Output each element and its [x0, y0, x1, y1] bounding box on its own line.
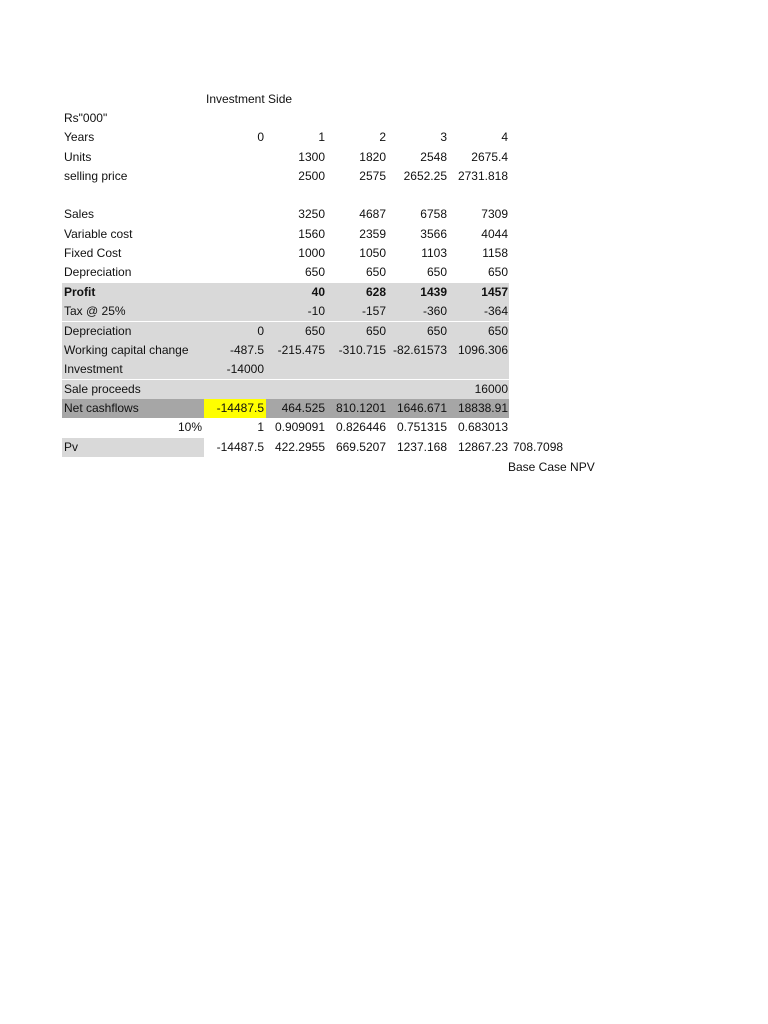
cell[interactable]: 2675.4 — [471, 150, 508, 164]
cell[interactable]: 810.1201 — [335, 401, 386, 415]
cell[interactable]: -14487.5 — [216, 440, 264, 454]
cell[interactable]: 18838.91 — [457, 401, 508, 415]
cell[interactable]: 1158 — [482, 246, 508, 260]
cell[interactable]: 1439 — [420, 285, 447, 299]
cell-year-2[interactable]: 2 — [379, 130, 386, 144]
cell[interactable]: -487.5 — [229, 343, 264, 357]
row-variable-cost — [62, 225, 509, 244]
cell[interactable]: 650 — [365, 324, 386, 338]
row-discount-factor — [62, 418, 509, 437]
cell[interactable]: 2359 — [359, 227, 386, 241]
cell-year-1[interactable]: 1 — [318, 130, 325, 144]
cell[interactable]: 0.909091 — [274, 420, 325, 434]
cell[interactable]: 7309 — [481, 207, 508, 221]
row-units — [62, 148, 509, 167]
cell[interactable]: 1560 — [298, 227, 325, 241]
row-label: Sale proceeds — [64, 382, 141, 396]
cell[interactable]: 2575 — [359, 169, 386, 183]
row-sales — [62, 205, 509, 224]
row-label: Years — [64, 130, 95, 144]
cell[interactable]: -82.61573 — [392, 343, 447, 357]
cell-year-4[interactable]: 4 — [501, 130, 508, 144]
row-label: Tax @ 25% — [64, 304, 126, 318]
cell[interactable]: 4687 — [359, 207, 386, 221]
cell[interactable]: 4044 — [481, 227, 508, 241]
cell[interactable]: 12867.23 — [457, 440, 508, 454]
row-depreciation — [62, 263, 509, 282]
cell[interactable]: -215.475 — [277, 343, 325, 357]
cell[interactable]: 650 — [426, 265, 447, 279]
cell[interactable]: -310.715 — [338, 343, 386, 357]
row-years — [62, 128, 509, 147]
cell[interactable]: 628 — [365, 285, 386, 299]
row-label: Variable cost — [64, 227, 133, 241]
row-label: Depreciation — [64, 265, 132, 279]
cell[interactable]: 1820 — [359, 150, 386, 164]
cell[interactable]: 0.683013 — [457, 420, 508, 434]
cell[interactable]: 2731.818 — [457, 169, 508, 183]
cell[interactable]: 1103 — [421, 246, 447, 260]
cell[interactable]: 2548 — [420, 150, 447, 164]
row-profit — [62, 283, 509, 302]
row-label: Sales — [64, 207, 95, 221]
cell[interactable]: -157 — [361, 304, 386, 318]
cell[interactable]: 1 — [257, 420, 264, 434]
cell[interactable]: 422.2955 — [274, 440, 325, 454]
cell[interactable]: 650 — [365, 265, 386, 279]
cell[interactable]: 464.525 — [281, 401, 325, 415]
cell[interactable]: 1300 — [298, 150, 325, 164]
row-fixed-cost — [62, 244, 509, 263]
row-working-capital — [62, 341, 509, 360]
cell[interactable]: -10 — [307, 304, 325, 318]
row-investment — [62, 360, 509, 379]
row-label: Fixed Cost — [64, 246, 122, 260]
cell[interactable]: 1000 — [298, 246, 325, 260]
cell[interactable]: -14000 — [226, 362, 264, 376]
row-depreciation-addback — [62, 322, 509, 341]
cell[interactable]: -360 — [422, 304, 447, 318]
cell[interactable]: 0.751315 — [396, 420, 447, 434]
cell-year-0[interactable]: 0 — [257, 130, 264, 144]
cell[interactable]: 650 — [304, 324, 325, 338]
row-pv — [62, 438, 509, 457]
row-label: Units — [64, 150, 92, 164]
discount-rate[interactable]: 10% — [177, 420, 202, 434]
row-net-cashflows — [62, 399, 509, 418]
units-note: Rs"000" — [64, 111, 108, 125]
cell[interactable]: 16000 — [474, 382, 508, 396]
row-label: Pv — [62, 438, 204, 457]
cell[interactable]: 1050 — [359, 246, 386, 260]
sheet-title: Investment Side — [206, 92, 293, 106]
row-label: Depreciation — [64, 324, 132, 338]
cell[interactable]: 1237.168 — [396, 440, 447, 454]
cell[interactable]: 650 — [426, 324, 447, 338]
row-sale-proceeds — [62, 380, 509, 399]
cell[interactable]: 1096.306 — [457, 343, 508, 357]
cell[interactable]: 650 — [487, 324, 508, 338]
cell[interactable]: 3566 — [420, 227, 447, 241]
cell[interactable]: 1646.671 — [396, 401, 447, 415]
row-selling-price — [62, 167, 509, 186]
npv-value[interactable]: 708.7098 — [513, 440, 564, 454]
row-label: Working capital change — [64, 343, 189, 357]
cell[interactable]: 1457 — [481, 285, 508, 299]
cell[interactable]: 0 — [257, 324, 264, 338]
row-tax — [62, 302, 509, 321]
cell[interactable]: 6758 — [420, 207, 447, 221]
cell[interactable]: 669.5207 — [335, 440, 386, 454]
cell[interactable]: 40 — [311, 285, 325, 299]
row-label: Net cashflows — [64, 401, 139, 415]
cell[interactable]: 650 — [487, 265, 508, 279]
cell[interactable]: 2652.25 — [403, 169, 447, 183]
cell[interactable]: 3250 — [298, 207, 325, 221]
npv-label: Base Case NPV — [508, 460, 595, 474]
cell-year-3[interactable]: 3 — [440, 130, 447, 144]
row-label: selling price — [64, 169, 128, 183]
highlighted-cell[interactable]: -14487.5 — [204, 399, 266, 418]
row-label: Profit — [64, 285, 96, 299]
row-label: Investment — [64, 362, 123, 376]
cell[interactable]: 0.826446 — [335, 420, 386, 434]
cell[interactable]: -364 — [483, 304, 508, 318]
cell[interactable]: 650 — [304, 265, 325, 279]
cell[interactable]: 2500 — [298, 169, 325, 183]
